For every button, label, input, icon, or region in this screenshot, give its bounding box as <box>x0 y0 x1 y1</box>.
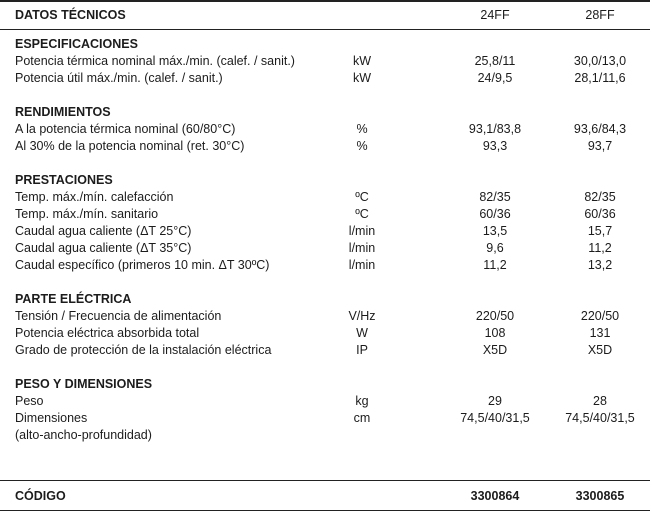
row-label: Temp. máx./mín. calefacción <box>15 190 174 204</box>
row-value-24ff: 29 <box>488 394 502 408</box>
table-row <box>0 121 650 138</box>
row-label: (alto-ancho-profundidad) <box>15 428 152 442</box>
row-value-28ff: 74,5/40/31,5 <box>565 411 635 425</box>
row-label: Potencia útil máx./min. (calef. / sanit.) <box>15 71 223 85</box>
row-value-28ff: 220/50 <box>580 309 620 323</box>
row-label: Temp. máx./mín. sanitario <box>15 207 159 221</box>
header-rule <box>0 29 650 30</box>
table-row <box>0 427 650 444</box>
row-value-24ff: 60/36 <box>479 207 511 221</box>
table-row <box>0 393 650 410</box>
row-value-24ff: 220/50 <box>475 309 515 323</box>
row-label: Caudal específico (primeros 10 min. ΔT 30ºC) <box>15 258 270 272</box>
row-value-28ff: 30,0/13,0 <box>573 54 627 68</box>
row-value-24ff: 25,8/11 <box>474 54 516 68</box>
row-value-28ff: 28,1/11,6 <box>574 71 626 85</box>
row-label: Peso <box>15 394 44 408</box>
table-row <box>0 257 650 274</box>
row-value-28ff: 28 <box>593 394 607 408</box>
table-row <box>0 189 650 206</box>
table-row <box>0 138 650 155</box>
section-title-rendimientos: RENDIMIENTOS <box>15 105 111 119</box>
table-row <box>0 308 650 325</box>
row-value-28ff: 11,2 <box>588 241 612 255</box>
model-24ff-header: 24FF <box>480 8 510 22</box>
row-value-24ff: 24/9,5 <box>477 71 513 85</box>
row-unit: ºC <box>355 207 369 221</box>
row-value-28ff: 60/36 <box>584 207 616 221</box>
table-row <box>0 410 650 427</box>
section-title-peso-y-dimensiones: PESO Y DIMENSIONES <box>15 377 153 391</box>
row-unit: kW <box>352 54 372 68</box>
row-label: A la potencia térmica nominal (60/80°C) <box>15 122 236 136</box>
top-rule <box>0 0 650 2</box>
row-unit: % <box>356 139 368 153</box>
row-value-28ff: 15,7 <box>587 224 613 238</box>
row-unit: kg <box>355 394 369 408</box>
row-value-28ff: 82/35 <box>584 190 616 204</box>
code-label: CÓDIGO <box>15 489 66 503</box>
row-value-24ff: X5D <box>482 343 508 357</box>
table-title: DATOS TÉCNICOS <box>15 8 126 22</box>
row-value-28ff: 93,7 <box>587 139 613 153</box>
row-value-28ff: 13,2 <box>587 258 613 272</box>
row-label: Dimensiones <box>15 411 88 425</box>
row-value-24ff: 82/35 <box>479 190 511 204</box>
row-label: Caudal agua caliente (ΔT 25°C) <box>15 224 192 238</box>
table-row <box>0 240 650 257</box>
row-unit: % <box>356 122 368 136</box>
model-28ff-header: 28FF <box>585 8 615 22</box>
row-unit: ºC <box>355 190 369 204</box>
row-unit: V/Hz <box>348 309 376 323</box>
table-row <box>0 342 650 359</box>
row-unit: kW <box>352 71 372 85</box>
row-label: Al 30% de la potencia nominal (ret. 30°C) <box>15 139 245 153</box>
code-row <box>0 488 650 505</box>
table-row <box>0 325 650 342</box>
row-unit: IP <box>356 343 368 357</box>
row-value-24ff: 74,5/40/31,5 <box>460 411 530 425</box>
row-value-24ff: 9,6 <box>486 241 504 255</box>
table-row <box>0 70 650 87</box>
row-unit: l/min <box>348 258 376 272</box>
row-unit: cm <box>353 411 371 425</box>
row-value-24ff: 93,3 <box>482 139 508 153</box>
row-label: Potencia térmica nominal máx./min. (calef. / sanit.) <box>15 54 295 68</box>
footer-bottom-rule <box>0 510 650 511</box>
row-unit: l/min <box>348 224 376 238</box>
table-row <box>0 223 650 240</box>
row-label: Tensión / Frecuencia de alimentación <box>15 309 222 323</box>
code-value-28ff: 3300865 <box>575 489 625 503</box>
section-title-prestaciones: PRESTACIONES <box>15 173 113 187</box>
footer-top-rule <box>0 480 650 481</box>
code-value-24ff: 3300864 <box>470 489 520 503</box>
row-label: Caudal agua caliente (ΔT 35°C) <box>15 241 192 255</box>
section-title-parte-electrica: PARTE ELÉCTRICA <box>15 292 132 306</box>
row-value-24ff: 108 <box>484 326 506 340</box>
row-value-28ff: 131 <box>589 326 611 340</box>
row-unit: l/min <box>348 241 376 255</box>
row-label: Potencia eléctrica absorbida total <box>15 326 200 340</box>
table-row <box>0 206 650 223</box>
table-header <box>0 7 650 24</box>
row-value-28ff: X5D <box>587 343 613 357</box>
section-title-especificaciones: ESPECIFICACIONES <box>15 37 138 51</box>
row-value-24ff: 11,2 <box>483 258 507 272</box>
row-unit: W <box>356 326 368 340</box>
table-row <box>0 53 650 70</box>
row-label: Grado de protección de la instalación eléctrica <box>15 343 272 357</box>
row-value-28ff: 93,6/84,3 <box>573 122 627 136</box>
row-value-24ff: 93,1/83,8 <box>468 122 522 136</box>
row-value-24ff: 13,5 <box>482 224 508 238</box>
